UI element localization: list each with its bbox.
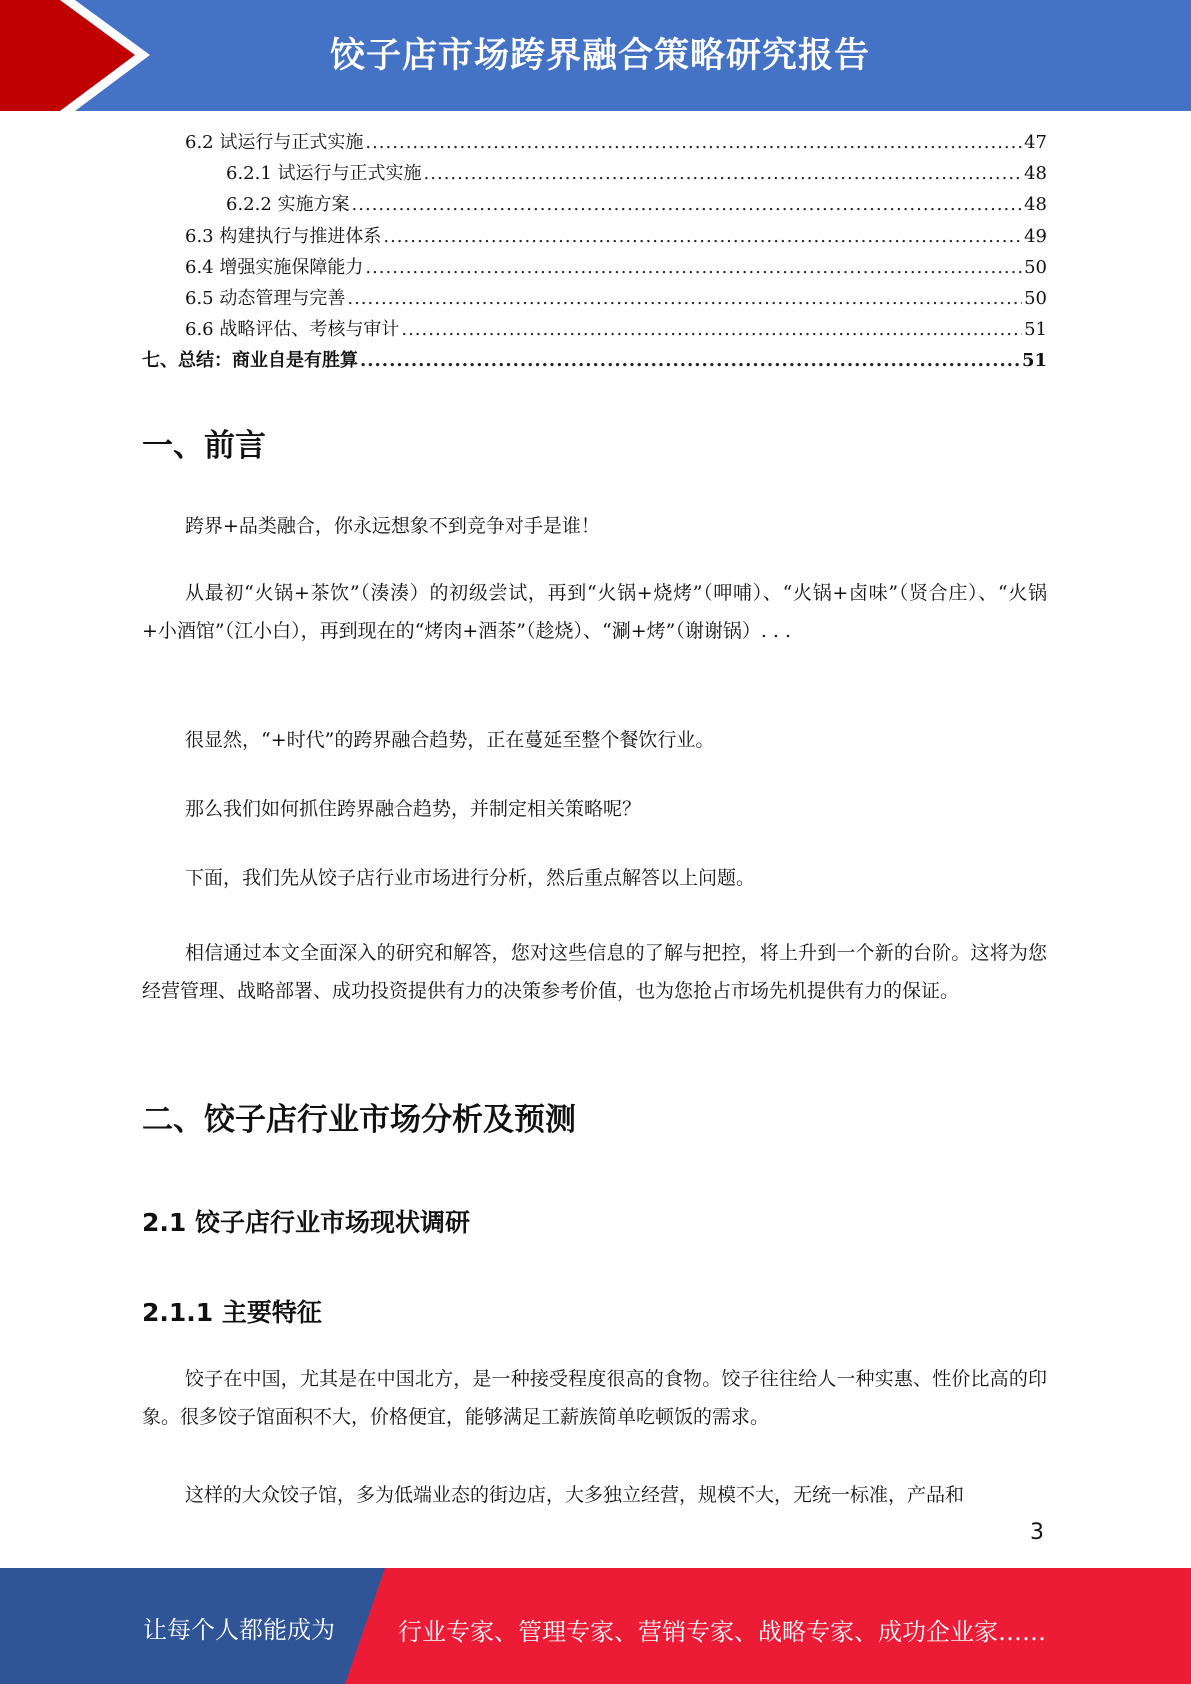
toc-item-page: 49 xyxy=(1024,225,1047,247)
features-paragraph: 这样的大众饺子馆，多为低端业态的街边店，大多独立经营，规模不大，无统一标准，产品和 xyxy=(185,1484,965,1506)
preface-paragraph: 那么我们如何抓住跨界融合趋势，并制定相关策略呢？ xyxy=(185,798,642,820)
toc-item[interactable] xyxy=(142,190,1047,221)
preface-paragraph: 相信通过本文全面深入的研究和解答，您对这些信息的了解与把控，将上升到一个新的台阶。这将为您经营管理、战略部署、成功投资提供有力的决策参考价值，也为您抢占市场先机提供有力的保证。 xyxy=(142,942,1047,1002)
page-header xyxy=(0,0,1191,111)
preface-paragraph: 很显然，“+时代”的跨界融合趋势，正在蔓延至整个餐饮行业。 xyxy=(185,729,715,751)
report-title: 饺子店市场跨界融合策略研究报告 xyxy=(330,36,871,76)
toc-leader xyxy=(383,226,1022,247)
toc-item-page: 50 xyxy=(1024,287,1047,309)
toc-item-page: 51 xyxy=(1021,350,1047,372)
toc-item-label: 6.4 增强实施保障能力 xyxy=(185,256,364,278)
subsection-heading: 2.1 饺子店行业市场现状调研 xyxy=(142,1208,470,1237)
section-heading-preface: 一、前言 xyxy=(142,428,266,464)
preface-paragraph: 下面，我们先从饺子店行业市场进行分析，然后重点解答以上问题。 xyxy=(185,867,756,889)
toc-item-label: 6.2.2 实施方案 xyxy=(226,194,350,216)
toc-item[interactable] xyxy=(142,315,1047,346)
toc-item-page: 48 xyxy=(1024,163,1047,185)
section-heading-analysis: 二、饺子店行业市场分析及预测 xyxy=(142,1102,576,1138)
toc-item[interactable] xyxy=(142,128,1047,159)
toc-leader xyxy=(365,257,1022,278)
toc-leader xyxy=(347,288,1022,309)
features-paragraph: 饺子在中国，尤其是在中国北方，是一种接受程度很高的食物。饺子往往给人一种实惠、性价比高的印象。很多饺子馆面积不大，价格便宜，能够满足工薪族简单吃顿饭的需求。 xyxy=(142,1368,1047,1428)
preface-paragraph: 跨界+品类融合，你永远想象不到竞争对手是谁！ xyxy=(185,515,600,537)
toc-item-label: 6.2 试运行与正式实施 xyxy=(185,132,364,153)
toc-item-label: 6.2.1 试运行与正式实施 xyxy=(226,163,422,185)
toc-item-label: 6.5 动态管理与完善 xyxy=(185,287,346,309)
toc-leader xyxy=(401,319,1022,340)
toc-item-label: 6.3 构建执行与推进体系 xyxy=(185,225,382,247)
toc-item[interactable] xyxy=(142,284,1047,315)
toc-leader xyxy=(424,163,1023,184)
toc-item[interactable] xyxy=(142,222,1047,253)
toc-item-label: 6.6 战略评估、考核与审计 xyxy=(185,319,400,341)
subsubsection-heading: 2.1.1 主要特征 xyxy=(142,1298,322,1327)
toc-item-page: 50 xyxy=(1024,256,1047,278)
toc-item-page: 47 xyxy=(1024,132,1047,153)
toc-leader xyxy=(360,350,1020,371)
toc-item[interactable] xyxy=(142,253,1047,284)
preface-paragraph: 从最初“火锅+茶饮”（湊湊）的初级尝试，再到“火锅+烧烤”（呷哺）、“火锅+卤味”（贤合庄）、“火锅+小酒馆”（江小白），再到现在的“烤肉+酒茶”（趁烧）、“涮+烤”（谢谢锅）. . . xyxy=(142,582,1047,642)
toc-item-label: 七、总结：商业自是有胜算 xyxy=(142,350,358,372)
toc-item[interactable] xyxy=(142,346,1047,377)
toc-item-page: 48 xyxy=(1024,194,1047,216)
toc-item-page: 51 xyxy=(1024,319,1047,341)
page-footer xyxy=(0,1568,1191,1684)
toc-leader xyxy=(352,194,1023,215)
toc-leader xyxy=(365,132,1022,153)
toc-item[interactable] xyxy=(142,159,1047,190)
footer-slogan-right: 行业专家、管理专家、营销专家、战略专家、成功企业家…… xyxy=(398,1618,1046,1646)
page-number: 3 xyxy=(1030,1520,1044,1545)
table-of-contents xyxy=(142,128,1047,378)
footer-slogan-left: 让每个人都能成为 xyxy=(143,1616,335,1644)
